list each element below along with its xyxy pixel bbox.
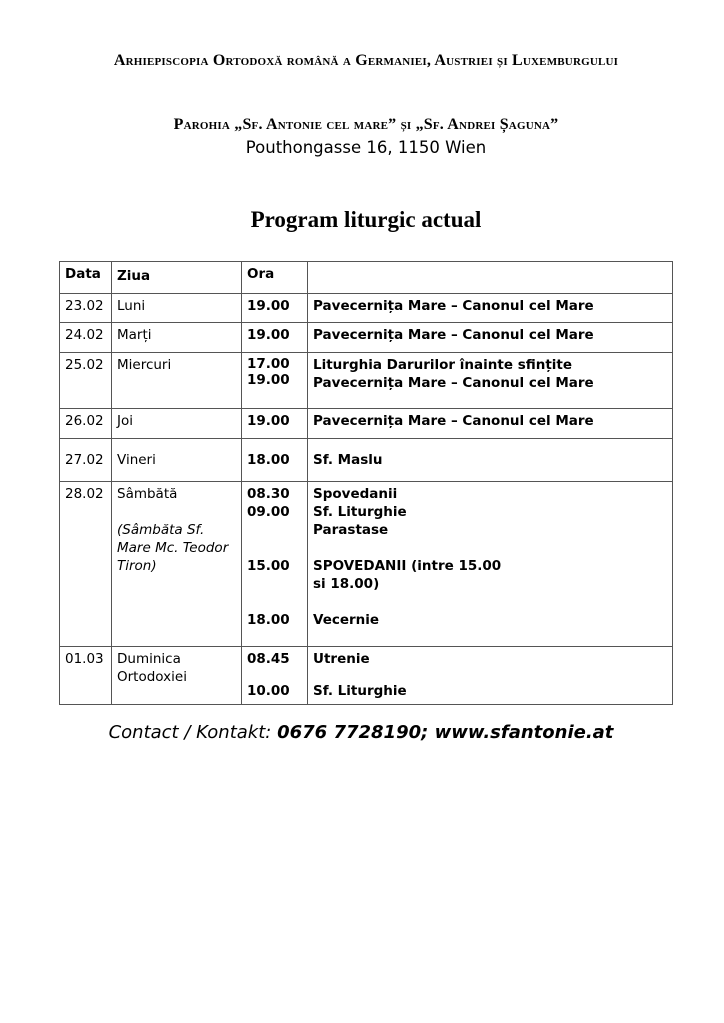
row-service — [308, 353, 673, 409]
row-day: Luni — [112, 294, 242, 323]
service-line: Sf. Liturghie — [313, 504, 407, 520]
row-day — [112, 482, 242, 647]
header-day: Ziua — [112, 262, 242, 294]
contact-value: 0676 7728190; www.sfantonie.at — [277, 722, 614, 743]
service-line: Spovedanii — [313, 486, 398, 502]
table-row — [60, 409, 673, 439]
liturgical-schedule-table — [59, 261, 673, 705]
service-line: Sf. Liturghie — [313, 683, 407, 699]
row-time — [242, 353, 308, 409]
row-service: Pavecernița Mare – Canonul cel Mare — [308, 409, 673, 439]
service-line: Vecernie — [313, 612, 380, 628]
row-service: Pavecernița Mare – Canonul cel Mare — [308, 323, 673, 353]
day-note: (Sâmbăta Sf. Mare Mc. Teodor Tiron) — [117, 522, 229, 574]
row-date: 24.02 — [60, 323, 112, 353]
row-date: 23.02 — [60, 294, 112, 323]
table-row — [60, 294, 673, 323]
row-service: Sf. Maslu — [308, 439, 673, 482]
row-service — [308, 647, 673, 705]
parish-address: Pouthongasse 16, 1150 Wien — [245, 138, 487, 157]
time-line: 19.00 — [247, 372, 290, 388]
time-line: 15.00 — [247, 558, 290, 574]
header-date: Data — [60, 262, 112, 294]
row-time — [242, 647, 308, 705]
row-date: 28.02 — [60, 482, 112, 647]
row-day: Duminica Ortodoxiei — [112, 647, 242, 705]
service-line: Pavecernița Mare – Canonul cel Mare — [313, 375, 594, 391]
table-header-row — [60, 262, 673, 294]
service-line: SPOVEDANII (intre 15.00 si 18.00) — [313, 558, 502, 592]
row-date: 26.02 — [60, 409, 112, 439]
row-service — [308, 482, 673, 647]
row-day: Joi — [112, 409, 242, 439]
row-day: Vineri — [112, 439, 242, 482]
time-line: 18.00 — [247, 612, 290, 628]
header-time: Ora — [242, 262, 308, 294]
page-title: Program liturgic actual — [250, 207, 482, 232]
service-line: Utrenie — [313, 651, 370, 667]
header-service — [308, 262, 673, 294]
table-row — [60, 439, 673, 482]
row-time: 19.00 — [242, 409, 308, 439]
service-line: Parastase — [313, 522, 389, 538]
contact-label: Contact / Kontakt: — [108, 722, 272, 743]
day-line: Sâmbătă — [117, 486, 178, 502]
row-time: 18.00 — [242, 439, 308, 482]
row-day: Miercuri — [112, 353, 242, 409]
row-day: Marți — [112, 323, 242, 353]
row-date: 25.02 — [60, 353, 112, 409]
row-time: 19.00 — [242, 323, 308, 353]
service-line: Liturghia Darurilor înainte sfințite — [313, 357, 573, 373]
archdiocese-heading: Arhiepiscopia Ortodoxă română a Germaniei, Austriei și Luxemburgului — [113, 52, 619, 69]
row-time: 19.00 — [242, 294, 308, 323]
row-date: 01.03 — [60, 647, 112, 705]
table-row — [60, 323, 673, 353]
parish-heading: Parohia „Sf. Antonie cel mare” și „Sf. Andrei Șaguna” — [173, 116, 559, 133]
time-line: 10.00 — [247, 683, 290, 699]
time-line: 08.45 — [247, 651, 290, 667]
table-row — [60, 647, 673, 705]
time-line: 17.00 — [247, 356, 290, 372]
row-time — [242, 482, 308, 647]
row-service: Pavecernița Mare – Canonul cel Mare — [308, 294, 673, 323]
time-line: 08.30 — [247, 486, 290, 502]
time-line: 09.00 — [247, 504, 290, 520]
table-row — [60, 353, 673, 409]
contact-line — [60, 722, 662, 743]
table-row — [60, 482, 673, 647]
row-date: 27.02 — [60, 439, 112, 482]
